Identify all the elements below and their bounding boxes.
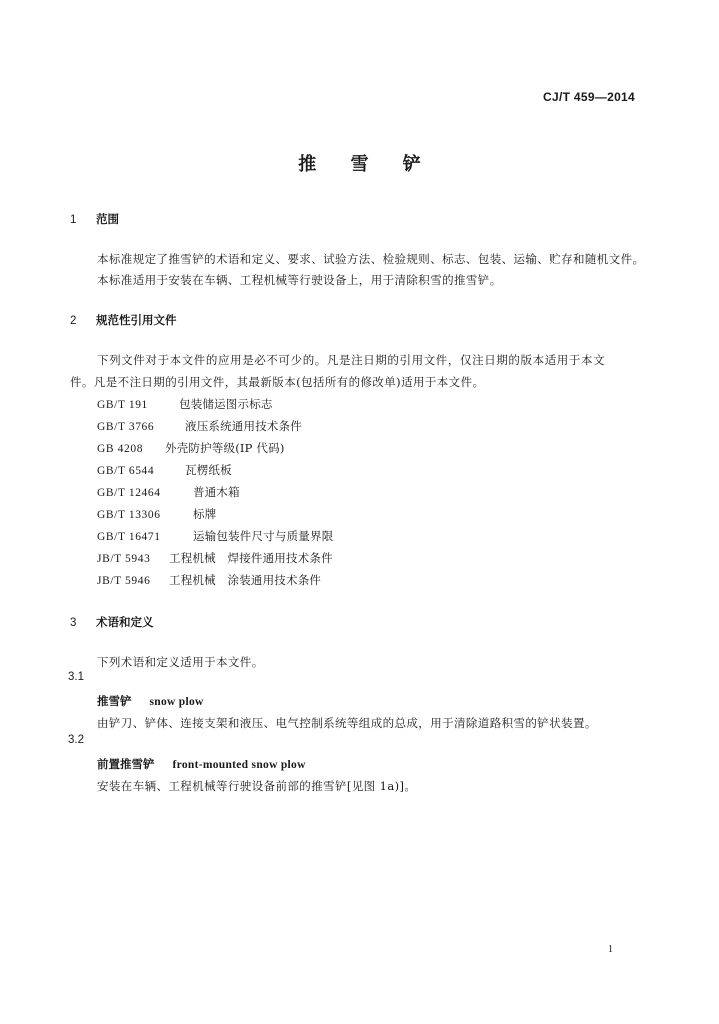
section-3-heading xyxy=(70,614,154,630)
section-2-intro-line-2: 件。凡是不注日期的引用文件，其最新版本(包括所有的修改单)适用于本文件。 xyxy=(70,375,485,389)
reference-title: 外壳防护等级(IP 代码) xyxy=(165,441,285,455)
section-1-paragraph-2: 本标准适用于安装在车辆、工程机械等行驶设备上，用于清除积雪的推雪铲。 xyxy=(97,273,502,287)
reference-code: GB/T 12464 xyxy=(97,487,161,499)
document-title: 推 雪 铲 xyxy=(298,154,435,175)
term-en: front-mounted snow plow xyxy=(172,759,306,771)
reference-item xyxy=(97,572,321,588)
section-2-title: 规范性引用文件 xyxy=(96,313,177,327)
standard-code: CJ/T 459—2014 xyxy=(543,90,635,104)
section-3-title: 术语和定义 xyxy=(96,615,154,629)
reference-item xyxy=(97,418,302,434)
term-en: snow plow xyxy=(149,696,204,708)
reference-item xyxy=(97,528,333,544)
reference-code: GB/T 191 xyxy=(97,399,148,411)
reference-title: 标牌 xyxy=(193,507,217,521)
section-2-number: 2 xyxy=(70,315,77,327)
reference-title: 工程机械 涂装通用技术条件 xyxy=(169,573,322,587)
reference-title: 液压系统通用技术条件 xyxy=(185,419,302,433)
reference-code: GB/T 16471 xyxy=(97,531,161,543)
reference-title: 运输包装件尺寸与质量界限 xyxy=(193,529,334,543)
term-heading xyxy=(97,756,306,772)
reference-title: 包装储运图示标志 xyxy=(179,397,273,411)
reference-title: 工程机械 焊接件通用技术条件 xyxy=(169,551,333,565)
reference-item xyxy=(97,550,333,566)
reference-code: GB/T 13306 xyxy=(97,509,161,521)
term-heading xyxy=(97,693,204,709)
term-number: 3.2 xyxy=(68,734,84,746)
section-3-intro: 下列术语和定义适用于本文件。 xyxy=(97,655,264,669)
reference-title: 普通木箱 xyxy=(193,485,240,499)
reference-item xyxy=(97,506,216,522)
reference-item xyxy=(97,440,285,456)
reference-code: JB/T 5943 xyxy=(97,553,151,565)
reference-item xyxy=(97,462,232,478)
section-1-heading xyxy=(70,211,119,227)
section-1-title: 范围 xyxy=(96,212,119,226)
page-number: 1 xyxy=(608,944,613,955)
term-definition: 安装在车辆、工程机械等行驶设备前部的推雪铲[见图 1a)]。 xyxy=(97,779,417,793)
reference-code: GB 4208 xyxy=(97,443,144,455)
term-zh: 前置推雪铲 xyxy=(97,757,155,771)
section-1-paragraph-1: 本标准规定了推雪铲的术语和定义、要求、试验方法、检验规则、标志、包装、运输、贮存和随机文件。 xyxy=(97,252,645,266)
section-1-number: 1 xyxy=(70,214,77,226)
term-zh: 推雪铲 xyxy=(97,694,132,708)
section-2-intro-line-1: 下列文件对于本文件的应用是必不可少的。凡是注日期的引用文件，仅注日期的版本适用于本文 xyxy=(97,353,606,367)
reference-item xyxy=(97,484,240,500)
section-2-heading xyxy=(70,312,177,328)
reference-item xyxy=(97,396,273,412)
term-number: 3.1 xyxy=(68,671,84,683)
section-3-number: 3 xyxy=(70,617,77,629)
reference-code: JB/T 5946 xyxy=(97,575,151,587)
term-definition: 由铲刀、铲体、连接支架和液压、电气控制系统等组成的总成，用于清除道路积雪的铲状装置。 xyxy=(97,716,597,730)
reference-code: GB/T 3766 xyxy=(97,421,155,433)
reference-code: GB/T 6544 xyxy=(97,465,155,477)
reference-title: 瓦楞纸板 xyxy=(185,463,232,477)
